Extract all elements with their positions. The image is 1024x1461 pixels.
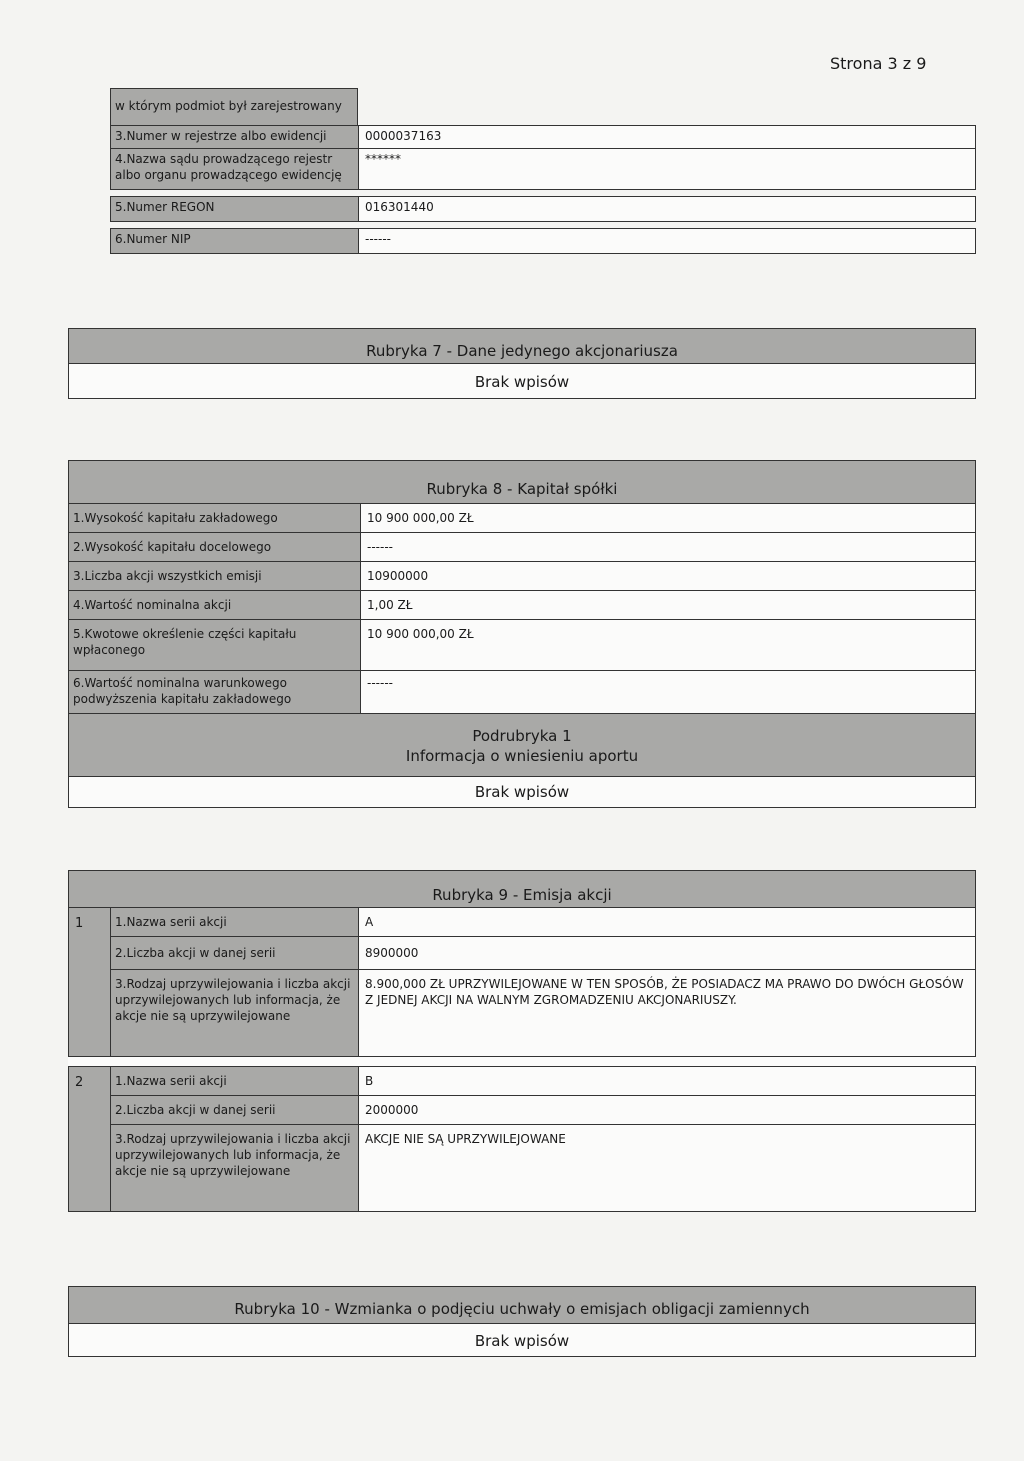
registration-heading: w którym podmiot był zarejestrowany	[110, 88, 358, 126]
share-series-group	[68, 907, 976, 1057]
field-label: 6.Wartość nominalna warunkowego podwyższenia kapitału zakładowego	[69, 671, 361, 713]
field-label: 5.Kwotowe określenie części kapitału wpłaconego	[69, 620, 361, 670]
field-label: 2.Wysokość kapitału docelowego	[69, 533, 361, 561]
field-value: B	[365, 1074, 374, 1088]
field-label: 3.Rodzaj uprzywilejowania i liczba akcji uprzywilejowanych lub informacja, że akcje nie są uprzywilejowane	[111, 970, 359, 1056]
field-label: 1.Nazwa serii akcji	[111, 908, 359, 936]
field-value: ------	[367, 540, 393, 554]
field-label: 2.Liczba akcji w danej serii	[111, 1096, 359, 1124]
field-label: 1.Wysokość kapitału zakładowego	[69, 504, 361, 532]
section-rubryka-7	[68, 328, 976, 399]
field-label: 2.Liczba akcji w danej serii	[111, 937, 359, 969]
capital-row	[68, 561, 976, 591]
field-label: 3.Liczba akcji wszystkich emisji	[69, 562, 361, 590]
field-label: 4.Nazwa sądu prowadzącego rejestr albo organu prowadzącego ewidencję	[111, 149, 359, 189]
subsection-title	[68, 713, 976, 777]
section-title: Rubryka 7 - Dane jedynego akcjonariusza	[68, 328, 976, 364]
field-value: ------	[365, 232, 391, 246]
field-value: ******	[365, 152, 401, 166]
subsection-name: Informacja o wniesieniu aportu	[405, 747, 639, 765]
empty-entries: Brak wpisów	[68, 363, 976, 399]
section-rubryka-10	[68, 1286, 976, 1357]
field-value: 1,00 ZŁ	[367, 598, 413, 612]
page-number: Strona 3 z 9	[830, 54, 927, 73]
field-label: 3.Rodzaj uprzywilejowania i liczba akcji uprzywilejowanych lub informacja, że akcje nie są uprzywilejowane	[111, 1125, 359, 1211]
registration-row	[110, 196, 976, 222]
field-value: 2000000	[365, 1103, 419, 1117]
series-fields	[111, 1067, 975, 1211]
series-number: 1	[69, 908, 111, 1056]
field-value: 8900000	[365, 946, 419, 960]
series-row	[111, 1124, 975, 1211]
field-value: 10900000	[367, 569, 429, 583]
series-row	[111, 969, 975, 1056]
series-row	[111, 936, 975, 970]
field-value: ------	[367, 676, 393, 690]
registration-row	[110, 148, 976, 190]
series-row	[111, 1067, 975, 1096]
capital-row	[68, 619, 976, 671]
capital-row	[68, 532, 976, 562]
subsection-number: Podrubryka 1	[472, 727, 572, 745]
field-value: 10 900 000,00 ZŁ	[367, 511, 474, 525]
section-title: Rubryka 8 - Kapitał spółki	[68, 460, 976, 504]
series-row	[111, 908, 975, 937]
field-label: 1.Nazwa serii akcji	[111, 1067, 359, 1095]
field-value: A	[365, 915, 374, 929]
empty-entries: Brak wpisów	[68, 1323, 976, 1357]
section-title: Rubryka 9 - Emisja akcji	[68, 870, 976, 908]
share-series-group	[68, 1066, 976, 1212]
field-label: 6.Numer NIP	[111, 229, 359, 253]
series-number: 2	[69, 1067, 111, 1211]
field-value: 10 900 000,00 ZŁ	[367, 627, 474, 641]
section-rubryka-8	[68, 460, 976, 808]
registration-row	[110, 125, 976, 149]
registration-row	[110, 228, 976, 254]
registration-block	[110, 88, 976, 254]
capital-row	[68, 670, 976, 714]
series-row	[111, 1095, 975, 1125]
field-label: 5.Numer REGON	[111, 197, 359, 221]
capital-row	[68, 590, 976, 620]
series-fields	[111, 908, 975, 1056]
empty-entries: Brak wpisów	[68, 776, 976, 808]
section-rubryka-9	[68, 870, 976, 1212]
capital-row	[68, 503, 976, 533]
field-value: 016301440	[365, 200, 434, 214]
field-label: 4.Wartość nominalna akcji	[69, 591, 361, 619]
field-value: 8.900,000 ZŁ UPRZYWILEJOWANE W TEN SPOSÓB, ŻE POSIADACZ MA PRAWO DO DWÓCH GŁOSÓW Z JEDNEJ AKCJI NA WALNYM ZGROMADZENIU AKCJONARIUSZY.	[365, 977, 964, 1007]
field-label: 3.Numer w rejestrze albo ewidencji	[111, 126, 359, 148]
section-title: Rubryka 10 - Wzmianka o podjęciu uchwały o emisjach obligacji zamiennych	[68, 1286, 976, 1324]
field-value: 0000037163	[365, 129, 442, 143]
field-value: AKCJE NIE SĄ UPRZYWILEJOWANE	[365, 1132, 566, 1146]
